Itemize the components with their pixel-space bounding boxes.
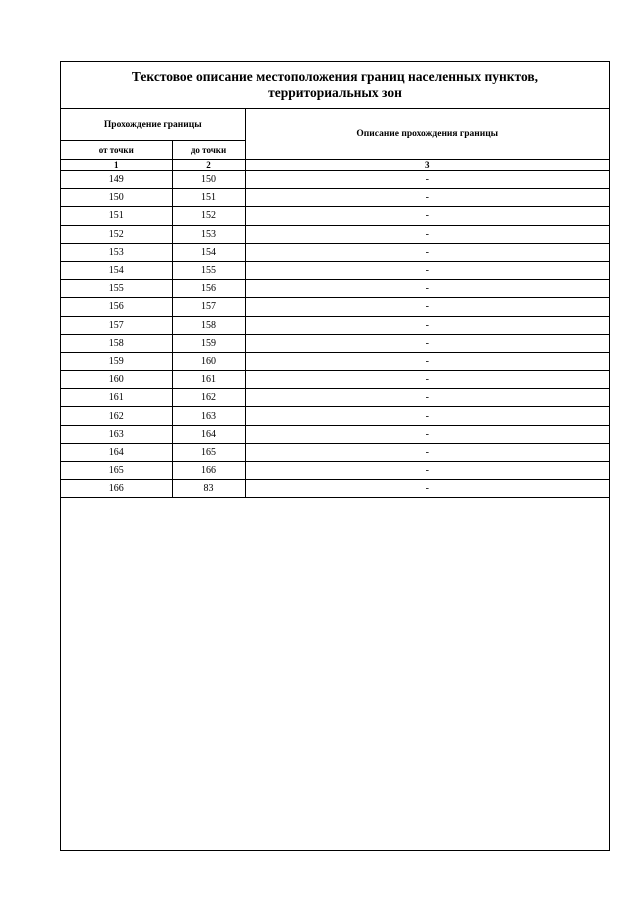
table-row <box>61 207 609 225</box>
description-cell: - <box>245 280 609 298</box>
from-point-cell: 164 <box>61 443 172 461</box>
description-cell: - <box>245 407 609 425</box>
table-row <box>61 480 609 498</box>
column-number-3: 3 <box>245 160 609 171</box>
to-point-cell: 166 <box>172 462 245 480</box>
from-point-header: от точки <box>61 141 172 160</box>
from-point-cell: 162 <box>61 407 172 425</box>
description-cell: - <box>245 207 609 225</box>
description-cell: - <box>245 425 609 443</box>
description-cell: - <box>245 480 609 498</box>
table-row <box>61 280 609 298</box>
description-cell: - <box>245 261 609 279</box>
table-row <box>61 334 609 352</box>
to-point-cell: 163 <box>172 407 245 425</box>
to-point-cell: 157 <box>172 298 245 316</box>
to-point-cell: 156 <box>172 280 245 298</box>
description-cell: - <box>245 316 609 334</box>
document-title: Текстовое описание местоположения границ населенных пунктов, территориальных зон <box>61 62 609 109</box>
to-point-cell: 164 <box>172 425 245 443</box>
boundary-group-header: Прохождение границы <box>61 109 245 141</box>
to-point-cell: 160 <box>172 352 245 370</box>
table-body <box>61 171 609 498</box>
from-point-cell: 165 <box>61 462 172 480</box>
description-cell: - <box>245 462 609 480</box>
to-point-cell: 155 <box>172 261 245 279</box>
table-row <box>61 225 609 243</box>
to-point-cell: 161 <box>172 371 245 389</box>
from-point-cell: 155 <box>61 280 172 298</box>
to-point-cell: 154 <box>172 243 245 261</box>
to-point-cell: 158 <box>172 316 245 334</box>
to-point-cell: 151 <box>172 189 245 207</box>
table-row <box>61 171 609 189</box>
table-row <box>61 425 609 443</box>
description-cell: - <box>245 225 609 243</box>
from-point-cell: 153 <box>61 243 172 261</box>
from-point-cell: 160 <box>61 371 172 389</box>
from-point-cell: 151 <box>61 207 172 225</box>
from-point-cell: 156 <box>61 298 172 316</box>
table-row <box>61 243 609 261</box>
from-point-cell: 158 <box>61 334 172 352</box>
column-number-1: 1 <box>61 160 172 171</box>
to-point-cell: 153 <box>172 225 245 243</box>
description-cell: - <box>245 443 609 461</box>
from-point-cell: 163 <box>61 425 172 443</box>
from-point-cell: 149 <box>61 171 172 189</box>
description-cell: - <box>245 371 609 389</box>
column-number-2: 2 <box>172 160 245 171</box>
table-row <box>61 298 609 316</box>
description-header: Описание прохождения границы <box>245 109 609 160</box>
from-point-cell: 154 <box>61 261 172 279</box>
table-row <box>61 352 609 370</box>
table-row <box>61 389 609 407</box>
description-cell: - <box>245 352 609 370</box>
description-cell: - <box>245 189 609 207</box>
from-point-cell: 166 <box>61 480 172 498</box>
description-cell: - <box>245 243 609 261</box>
to-point-cell: 162 <box>172 389 245 407</box>
from-point-cell: 159 <box>61 352 172 370</box>
description-cell: - <box>245 334 609 352</box>
to-point-cell: 159 <box>172 334 245 352</box>
to-point-cell: 83 <box>172 480 245 498</box>
from-point-cell: 150 <box>61 189 172 207</box>
description-cell: - <box>245 171 609 189</box>
description-cell: - <box>245 389 609 407</box>
table-row <box>61 261 609 279</box>
description-cell: - <box>245 298 609 316</box>
to-point-cell: 165 <box>172 443 245 461</box>
from-point-cell: 152 <box>61 225 172 243</box>
from-point-cell: 157 <box>61 316 172 334</box>
table-row <box>61 316 609 334</box>
table-row <box>61 462 609 480</box>
table-row <box>61 443 609 461</box>
to-point-header: до точки <box>172 141 245 160</box>
table-row <box>61 371 609 389</box>
document-frame <box>60 61 610 851</box>
to-point-cell: 152 <box>172 207 245 225</box>
from-point-cell: 161 <box>61 389 172 407</box>
table-row <box>61 189 609 207</box>
table-row <box>61 407 609 425</box>
boundary-table <box>61 109 609 498</box>
to-point-cell: 150 <box>172 171 245 189</box>
